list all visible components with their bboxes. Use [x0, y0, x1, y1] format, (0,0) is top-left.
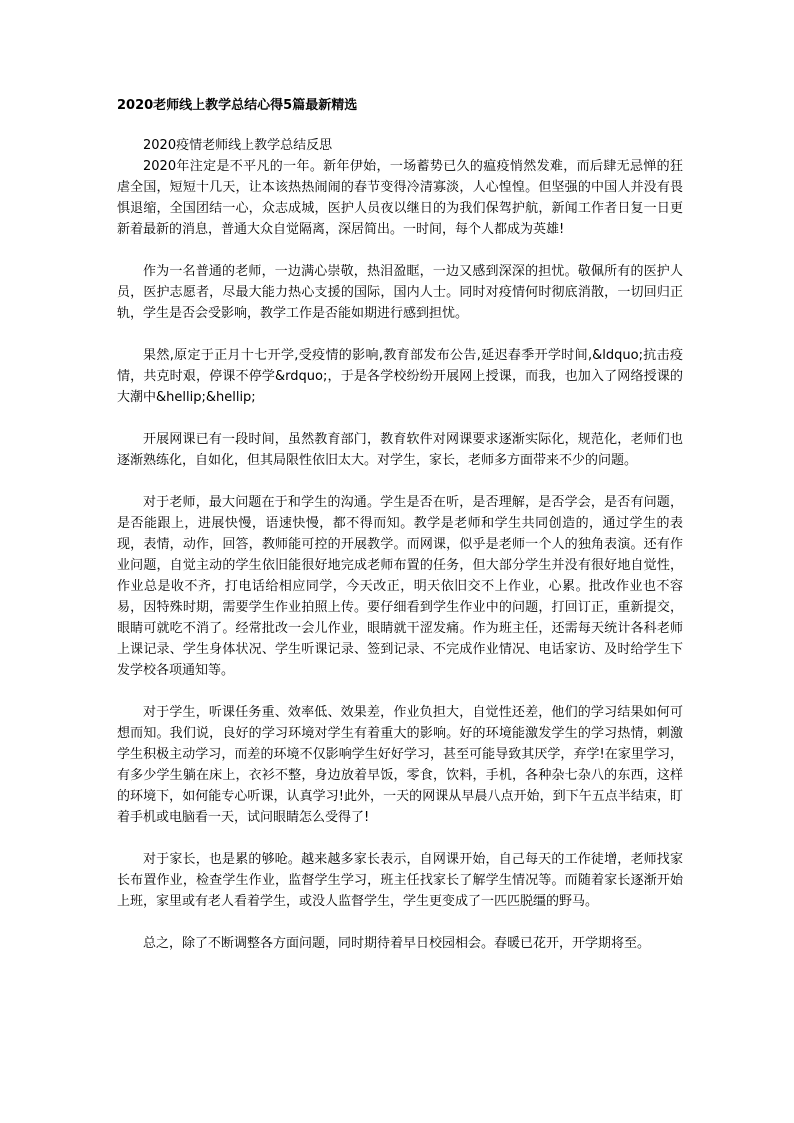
paragraph-3: 果然,原定于正月十七开学,受疫情的影响,教育部发布公告,延迟春季开学时间,&ldquo;抗击疫情，共克时艰，停课不停学&rdquo;，于是各学校纷纷开展网上授课，而我，也加入了网络授课的大潮中&hellip;&hellip;: [117, 348, 683, 405]
paragraph-7: 对于家长，也是累的够呛。越来越多家长表示，自网课开始，自己每天的工作徒增，老师找家长布置作业，检查学生作业，监督学生学习，班主任找家长了解学生情况等。而随着家长逐渐开始上班，家里或有老人看着学生，或没人监督学生，学生更变成了一匹匹脱缰的野马。: [117, 852, 683, 909]
paragraph-1: 2020年注定是不平凡的一年。新年伊始，一场蓄势已久的瘟疫悄然发难，而后肆无忌惮的狂虐全国，短短十几天，让本该热热闹闹的春节变得冷清寡淡，人心惶惶。但坚强的中国人并没有畏惧退缩，全国团结一心，众志成城，医护人员夜以继日的为我们保驾护航，新闻工作者日复一日更新着最新的消息，普通大众自觉隔离，深居简出。一时间，每个人都成为英雄!: [117, 159, 683, 237]
paragraph-8: 总之，除了不断调整各方面问题，同时期待着早日校园相会。春暖已花开，开学期将至。: [143, 936, 651, 951]
paragraph-6: 对于学生，听课任务重、效率低、效果差，作业负担大，自觉性还差，他们的学习结果如何可想而知。我们说，良好的学习环境对学生有着重大的影响。好的环境能激发学生的学习热情，刺激学生积极主动学习，而差的环境不仅影响学生好好学习，甚至可能导致其厌学，弃学!在家里学习，有多少学生躺在床上，衣衫不整，身边放着早饭，零食，饮料，手机，各种杂七杂八的东西，这样的环境下，如何能专心听课，认真学习!此外，一天的网课从早晨八点开始，到下午五点半结束，盯着手机或电脑看一天，试问眼睛怎么受得了!: [117, 705, 683, 825]
paragraph-4: 开展网课已有一段时间，虽然教育部门，教育软件对网课要求逐渐实际化，规范化，老师们也逐渐熟练化，自如化，但其局限性依旧太大。对学生，家长，老师多方面带来不少的问题。: [117, 432, 683, 468]
paragraph-5: 对于老师，最大问题在于和学生的沟通。学生是否在听，是否理解，是否学会，是否有问题，是否能跟上，进展快慢，语速快慢，都不得而知。教学是老师和学生共同创造的，通过学生的表现，表情，动作，回答，教师能可控的开展教学。而网课，似乎是老师一个人的独角表演。还有作业问题，自觉主动的学生依旧能很好地完成老师布置的任务，但大部分学生并没有很好地自觉性，作业总是收不齐，打电话给相应同学，今天改正，明天依旧交不上作业，心累。批改作业也不容易，因特殊时期，需要学生作业拍照上传。要仔细看到学生作业中的问题，打回订正，重新提交，眼睛可就吃不消了。经常批改一会儿作业，眼睛就干涩发痛。作为班主任，还需每天统计各科老师上课记录、学生身体状况、学生听课记录、签到记录、不完成作业情况、电话家访、及时给学生下发学校各项通知等。: [117, 495, 683, 678]
document-subtitle: 2020疫情老师线上教学总结反思: [143, 138, 333, 153]
document-title: 2020老师线上教学总结心得5篇最新精选: [117, 98, 358, 113]
paragraph-2: 作为一名普通的老师，一边满心崇敬，热泪盈眶，一边又感到深深的担忧。敬佩所有的医护人员，医护志愿者，尽最大能力热心支援的国际，国内人士。同时对疫情何时彻底消散，一切回归正轨，学生是否会受影响，教学工作是否能如期进行感到担忧。: [117, 264, 683, 321]
document-page: [117, 96, 683, 954]
